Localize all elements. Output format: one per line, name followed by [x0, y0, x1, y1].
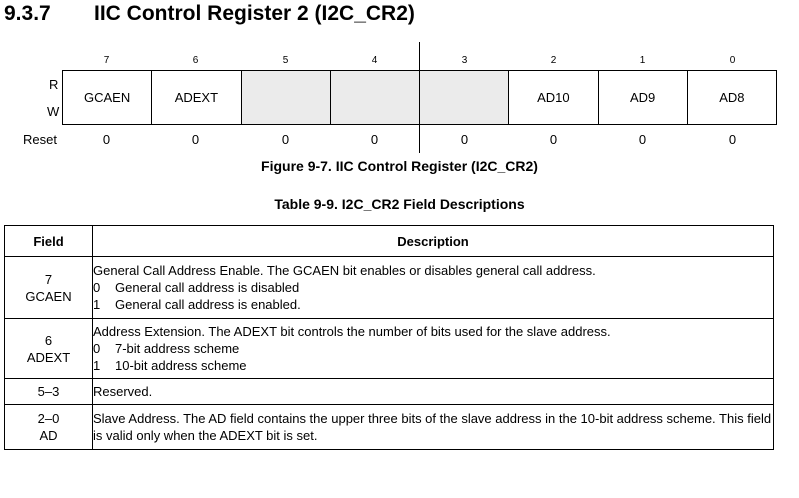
bit-number: 4 — [371, 55, 378, 66]
bit-number: 3 — [461, 55, 468, 66]
option-text: General call address is disabled — [115, 280, 300, 295]
reset-value: 0 — [549, 132, 558, 147]
description-cell — [93, 319, 774, 379]
option-text: General call address is enabled. — [115, 297, 301, 312]
reset-value: 0 — [281, 132, 290, 147]
field-cell — [5, 257, 93, 319]
description-cell — [93, 379, 774, 405]
bit-number: 1 — [639, 55, 646, 66]
write-label: W — [47, 104, 60, 119]
field-bits: 7 — [44, 271, 53, 287]
table-caption: Table 9-9. I2C_CR2 Field Descriptions — [274, 196, 525, 212]
table-row — [5, 319, 774, 379]
option-value: 0 — [93, 341, 101, 356]
register-field-reserved — [242, 71, 331, 124]
register-field-reserved — [420, 71, 509, 124]
read-label: R — [49, 77, 59, 92]
field-name: AD — [39, 428, 58, 443]
table-header-row — [5, 226, 774, 257]
table-row — [5, 257, 774, 319]
option-line — [93, 340, 773, 357]
reset-value: 0 — [102, 132, 111, 147]
reset-label: Reset — [23, 132, 57, 147]
description-text: General Call Address Enable. The GCAEN bit enables or disables general call address. — [93, 263, 596, 278]
field-cell — [5, 379, 93, 405]
register-field-ad10: AD10 — [509, 71, 598, 124]
register-field-gcaen: GCAEN — [63, 71, 152, 124]
field-bits: 6 — [44, 332, 53, 348]
description-column-header: Description — [93, 226, 774, 257]
option-text: 7-bit address scheme — [115, 341, 240, 356]
field-name: GCAEN — [25, 288, 72, 304]
register-field-reserved — [331, 71, 420, 124]
section-heading — [4, 2, 415, 26]
field-cell — [5, 405, 93, 450]
description-text: Address Extension. The ADEXT bit controls the number of bits used for the slave address. — [93, 324, 611, 339]
bit-number: 2 — [550, 55, 557, 66]
bit-number: 6 — [192, 55, 199, 66]
reset-value: 0 — [728, 132, 737, 147]
reset-value: 0 — [191, 132, 200, 147]
option-line — [93, 279, 773, 296]
register-field-adext: ADEXT — [152, 71, 241, 124]
option-value: 0 — [93, 280, 101, 295]
register-field-ad8: AD8 — [719, 90, 745, 105]
description-text: Slave Address. The AD field contains the upper three bits of the slave address in the 10-bit address scheme. This field is valid only when the ADEXT bit is set. — [93, 411, 772, 443]
field-bits: 5–3 — [37, 384, 60, 399]
field-bits: 2–0 — [37, 411, 60, 426]
bit-number: 0 — [729, 55, 736, 66]
description-cell — [93, 405, 774, 450]
figure-caption: Figure 9-7. IIC Control Register (I2C_CR2) — [261, 158, 538, 174]
field-name: ADEXT — [26, 349, 71, 365]
description-text: Reserved. — [93, 384, 153, 399]
option-text: 10-bit address scheme — [115, 358, 247, 373]
option-value: 1 — [93, 358, 101, 373]
field-cell — [5, 319, 93, 379]
bit-number: 7 — [103, 55, 110, 66]
bit-number: 5 — [282, 55, 289, 66]
table-row — [5, 405, 774, 450]
option-line — [93, 357, 773, 374]
section-number: 9.3.7 — [4, 2, 51, 25]
table-row — [5, 379, 774, 405]
field-column-header: Field — [5, 226, 93, 257]
reset-value: 0 — [370, 132, 379, 147]
field-descriptions-table — [4, 225, 774, 450]
option-line — [93, 296, 773, 313]
register-field-ad9: AD9 — [599, 71, 688, 124]
section-title: IIC Control Register 2 (I2C_CR2) — [94, 2, 415, 25]
option-value: 1 — [93, 297, 101, 312]
reset-value: 0 — [460, 132, 469, 147]
reset-value: 0 — [638, 132, 647, 147]
description-cell — [93, 257, 774, 319]
